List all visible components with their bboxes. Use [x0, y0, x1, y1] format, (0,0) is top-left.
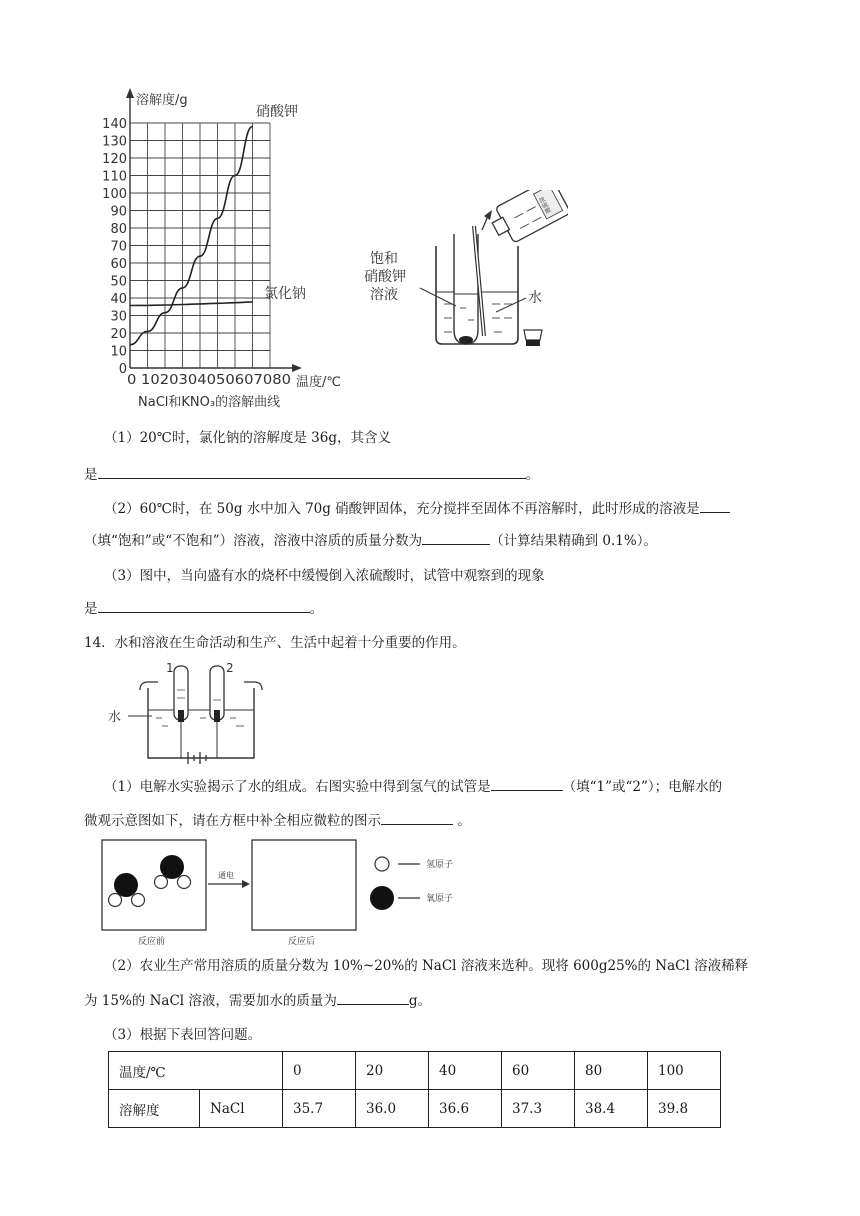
q13-part2-line2 [84, 530, 657, 551]
q13-part2-text: （2）60℃时，在 50g 水中加入 70g 硝酸钾固体，充分搅拌至固体不再溶解时，此时形成的溶液是 [104, 501, 700, 517]
q13-part3-line1: （3）图中，当向盛有水的烧杯中缓慢倒入浓硫酸时，试管中观察到的现象 [104, 568, 545, 584]
beaker-figure [356, 190, 568, 360]
y-axis-arrow [126, 88, 134, 98]
acid-bottle [487, 190, 568, 248]
answer-blank [98, 598, 310, 613]
q14-part3: （3）根据下表回答问题。 [104, 1027, 262, 1043]
table-row [109, 1090, 721, 1128]
q14-part1-text-c: 微观示意图如下，请在方框中补全相应微粒的图示 [84, 813, 381, 829]
chart-title: NaCl和KNO₃的溶解曲线 [138, 395, 281, 410]
y-tick-label: 110 [102, 169, 127, 185]
chart-grid [130, 123, 270, 368]
series-line-kno3 [130, 127, 253, 345]
y-tick-label: 60 [110, 257, 127, 272]
y-tick-label: 120 [102, 152, 127, 167]
x-tick-labels: 0 1020304050607080 [127, 373, 291, 388]
table-header-label: 温度/℃ [109, 1052, 283, 1090]
solubility-table [108, 1051, 721, 1128]
crystals [459, 336, 473, 344]
y-tick-label: 20 [110, 327, 127, 342]
table-cell: 0 [283, 1052, 356, 1090]
q13-part3-line2 [84, 598, 323, 619]
table-substance: NaCl [200, 1090, 283, 1128]
legend-oxygen-label: 氧原子 [426, 894, 454, 904]
table-row [109, 1052, 721, 1090]
arrow-label: 通电 [218, 871, 234, 880]
q14-stem: 14．水和溶液在生命活动和生产、生活中起着十分重要的作用。 [84, 635, 466, 651]
q14-part1-text-b: （填“1”或“2”）；电解水的 [562, 779, 723, 795]
answer-blank [491, 776, 563, 791]
legend-oxygen-icon [370, 886, 394, 910]
table-cell: 35.7 [283, 1090, 356, 1128]
label-saturated-2: 硝酸钾 [364, 269, 406, 285]
q14-part1-line1 [104, 776, 722, 797]
y-tick-label: 0 [118, 362, 127, 377]
micro-diagram [96, 836, 540, 948]
y-tick-label: 70 [110, 239, 127, 255]
table-cell: 36.6 [429, 1090, 502, 1128]
y-tick-label: 40 [110, 292, 127, 307]
q13-part2-text-c: （计算结果精确到 0.1%）。 [490, 533, 657, 549]
water-label: 水 [108, 710, 122, 725]
answer-blank [700, 498, 730, 513]
table-cell: 39.8 [648, 1090, 721, 1128]
y-tick-label: 130 [102, 134, 127, 150]
label-after: 反应后 [288, 937, 316, 947]
y-tick-labels [102, 117, 127, 377]
q13-part3-prefix: 是 [84, 601, 98, 617]
label-saturated-1: 饱和 [370, 251, 398, 267]
answer-blank [381, 810, 453, 825]
tube-1-label: 1 [166, 661, 174, 675]
y-tick-label: 80 [110, 222, 127, 237]
q13-part3-suffix: 。 [309, 601, 323, 617]
series-label-nacl: 氯化钠 [264, 286, 306, 302]
table-cell: 37.3 [502, 1090, 575, 1128]
q13-part2-text-b: （填“饱和”或“不饱和”）溶液，溶液中溶质的质量分数为 [84, 533, 423, 549]
solubility-chart [100, 86, 360, 416]
y-tick-label: 90 [110, 204, 127, 220]
x-axis-label: 温度/℃ [296, 375, 341, 390]
y-axis-label: 溶解度/g [136, 93, 188, 108]
table-cell: 80 [575, 1052, 648, 1090]
y-tick-label: 50 [110, 274, 127, 290]
q14-part1-text: （1）电解水实验揭示了水的组成。右图实验中得到氢气的试管是 [104, 779, 491, 795]
x-axis-arrow [292, 364, 302, 372]
table-row-label: 溶解度 [109, 1090, 200, 1128]
table-cell: 40 [429, 1052, 502, 1090]
legend-hydrogen-icon [375, 857, 389, 871]
q13-part1-line1: （1）20℃时，氯化钠的溶解度是 36g，其含义 [104, 430, 391, 446]
y-tick-label: 100 [102, 187, 127, 202]
box-after [252, 840, 356, 930]
q14-part1-text-d: 。 [453, 813, 471, 829]
y-tick-label: 30 [110, 309, 127, 325]
table-cell: 36.0 [356, 1090, 429, 1128]
label-water: 水 [528, 290, 542, 306]
table-cell: 100 [648, 1052, 721, 1090]
q13-part1-suffix: 。 [525, 467, 539, 483]
q13-part1-prefix: 是 [84, 467, 98, 483]
q13-part2-line1 [104, 498, 730, 519]
water-trough [148, 688, 254, 758]
q13-part1-line2 [84, 464, 539, 485]
label-saturated-3: 溶液 [370, 287, 398, 303]
answer-blank [337, 990, 409, 1005]
table-cell: 20 [356, 1052, 429, 1090]
q14-part1-line2 [84, 810, 471, 831]
series-line-nacl [130, 302, 253, 306]
q14-part2-text: 为 15%的 NaCl 溶液，需要加水的质量为 [84, 993, 337, 1009]
answer-blank [98, 464, 526, 479]
series-label-kno3: 硝酸钾 [256, 104, 298, 120]
q14-part2-line2 [84, 990, 431, 1011]
table-cell: 60 [502, 1052, 575, 1090]
tube-2-label: 2 [226, 661, 234, 675]
pouring-arrow [482, 216, 488, 230]
bottle-label: 浓硫酸 [536, 195, 552, 216]
y-tick-label: 140 [102, 117, 127, 132]
electrolysis-figure [104, 660, 264, 768]
answer-blank [422, 530, 490, 545]
y-tick-label: 10 [110, 344, 127, 360]
stopper [524, 330, 542, 340]
q14-part2-unit: g。 [408, 993, 432, 1009]
table-cell: 38.4 [575, 1090, 648, 1128]
label-before: 反应前 [138, 937, 166, 947]
legend-hydrogen-label: 氢原子 [426, 860, 454, 870]
q14-part2-line1: （2）农业生产常用溶质的质量分数为 10%~20%的 NaCl 溶液来选种。现将 600g25%的 NaCl 溶液稀释 [104, 958, 749, 974]
